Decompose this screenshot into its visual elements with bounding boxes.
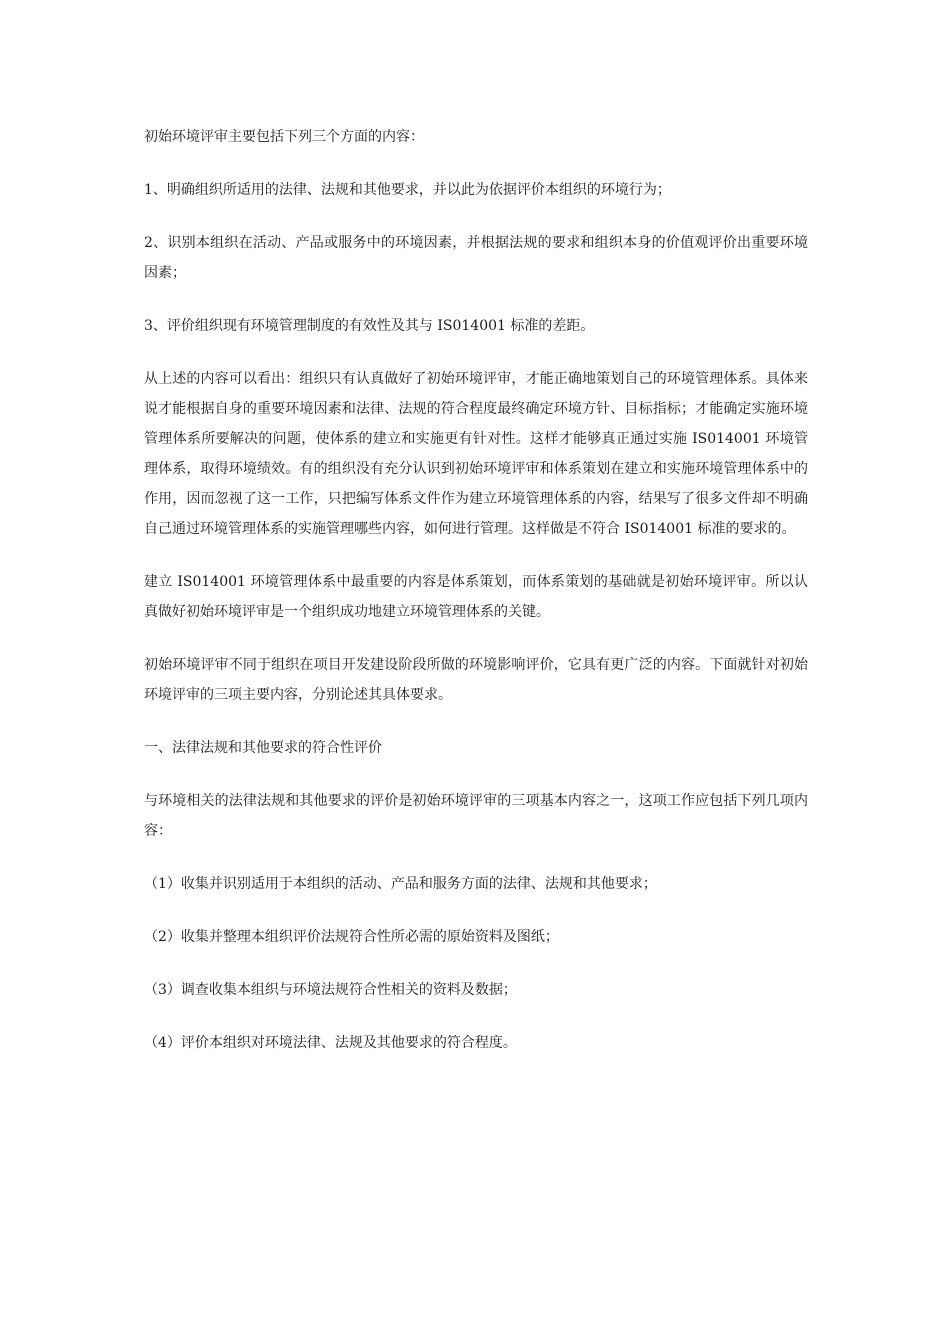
body-paragraph: 建立 IS014001 环境管理体系中最重要的内容是体系策划，而体系策划的基础就是初始环境评审。所以认真做好初始环境评审是一个组织成功地建立环境管理体系的关键。 <box>144 574 808 620</box>
section-heading: 一、法律法规和其他要求的符合性评价 <box>144 740 382 756</box>
sub-list-item-2: （2）收集并整理本组织评价法规符合性所必需的原始资料及图纸； <box>144 929 559 945</box>
body-paragraph: 初始环境评审不同于组织在项目开发建设阶段所做的环境影响评价，它具有更广泛的内容。下面就针对初始环境评审的三项主要内容，分别论述其具体要求。 <box>144 657 808 703</box>
list-item-3: 3、评价组织现有环境管理制度的有效性及其与 IS014001 标准的差距。 <box>144 318 595 334</box>
sub-list-item-4: （4）评价本组织对环境法律、法规及其他要求的符合程度。 <box>144 1035 517 1051</box>
body-paragraph: 与环境相关的法律法规和其他要求的评价是初始环境评审的三项基本内容之一，这项工作应包括下列几项内容： <box>144 793 808 839</box>
sub-list-item-3: （3）调查收集本组织与环境法规符合性相关的资料及数据； <box>144 982 517 998</box>
body-paragraph: 从上述的内容可以看出：组织只有认真做好了初始环境评审，才能正确地策划自己的环境管理体系。具体来说才能根据自身的重要环境因素和法律、法规的符合程度最终确定环境方针、目标指标；才能确定实施环境管理体系所要解决的问题，使体系的建立和实施更有针对性。这样才能够真正通过实施 IS014001 环境管理体系，取得环境绩效。有的组织没有充分认识到初始环境评审和体系策划在建立和实施环境管理体系中的作用，因而忽视了这一工作，只把编写体系文件作为建立环境管理体系的内容，结果写了很多文件却不明确自己通过环境管理体系的实施管理哪些内容，如何进行管理。这样做是不符合 IS014001 标准的要求的。 <box>144 371 808 537</box>
list-item-2: 2、识别本组织在活动、产品或服务中的环境因素，并根据法规的要求和组织本身的价值观评价出重要环境因素； <box>144 235 808 281</box>
list-item-1: 1、明确组织所适用的法律、法规和其他要求，并以此为依据评价本组织的环境行为； <box>144 182 671 198</box>
intro-paragraph: 初始环境评审主要包括下列三个方面的内容： <box>144 129 424 145</box>
sub-list-item-1: （1）收集并识别适用于本组织的活动、产品和服务方面的法律、法规和其他要求； <box>144 876 657 892</box>
document-body <box>144 122 808 1081</box>
